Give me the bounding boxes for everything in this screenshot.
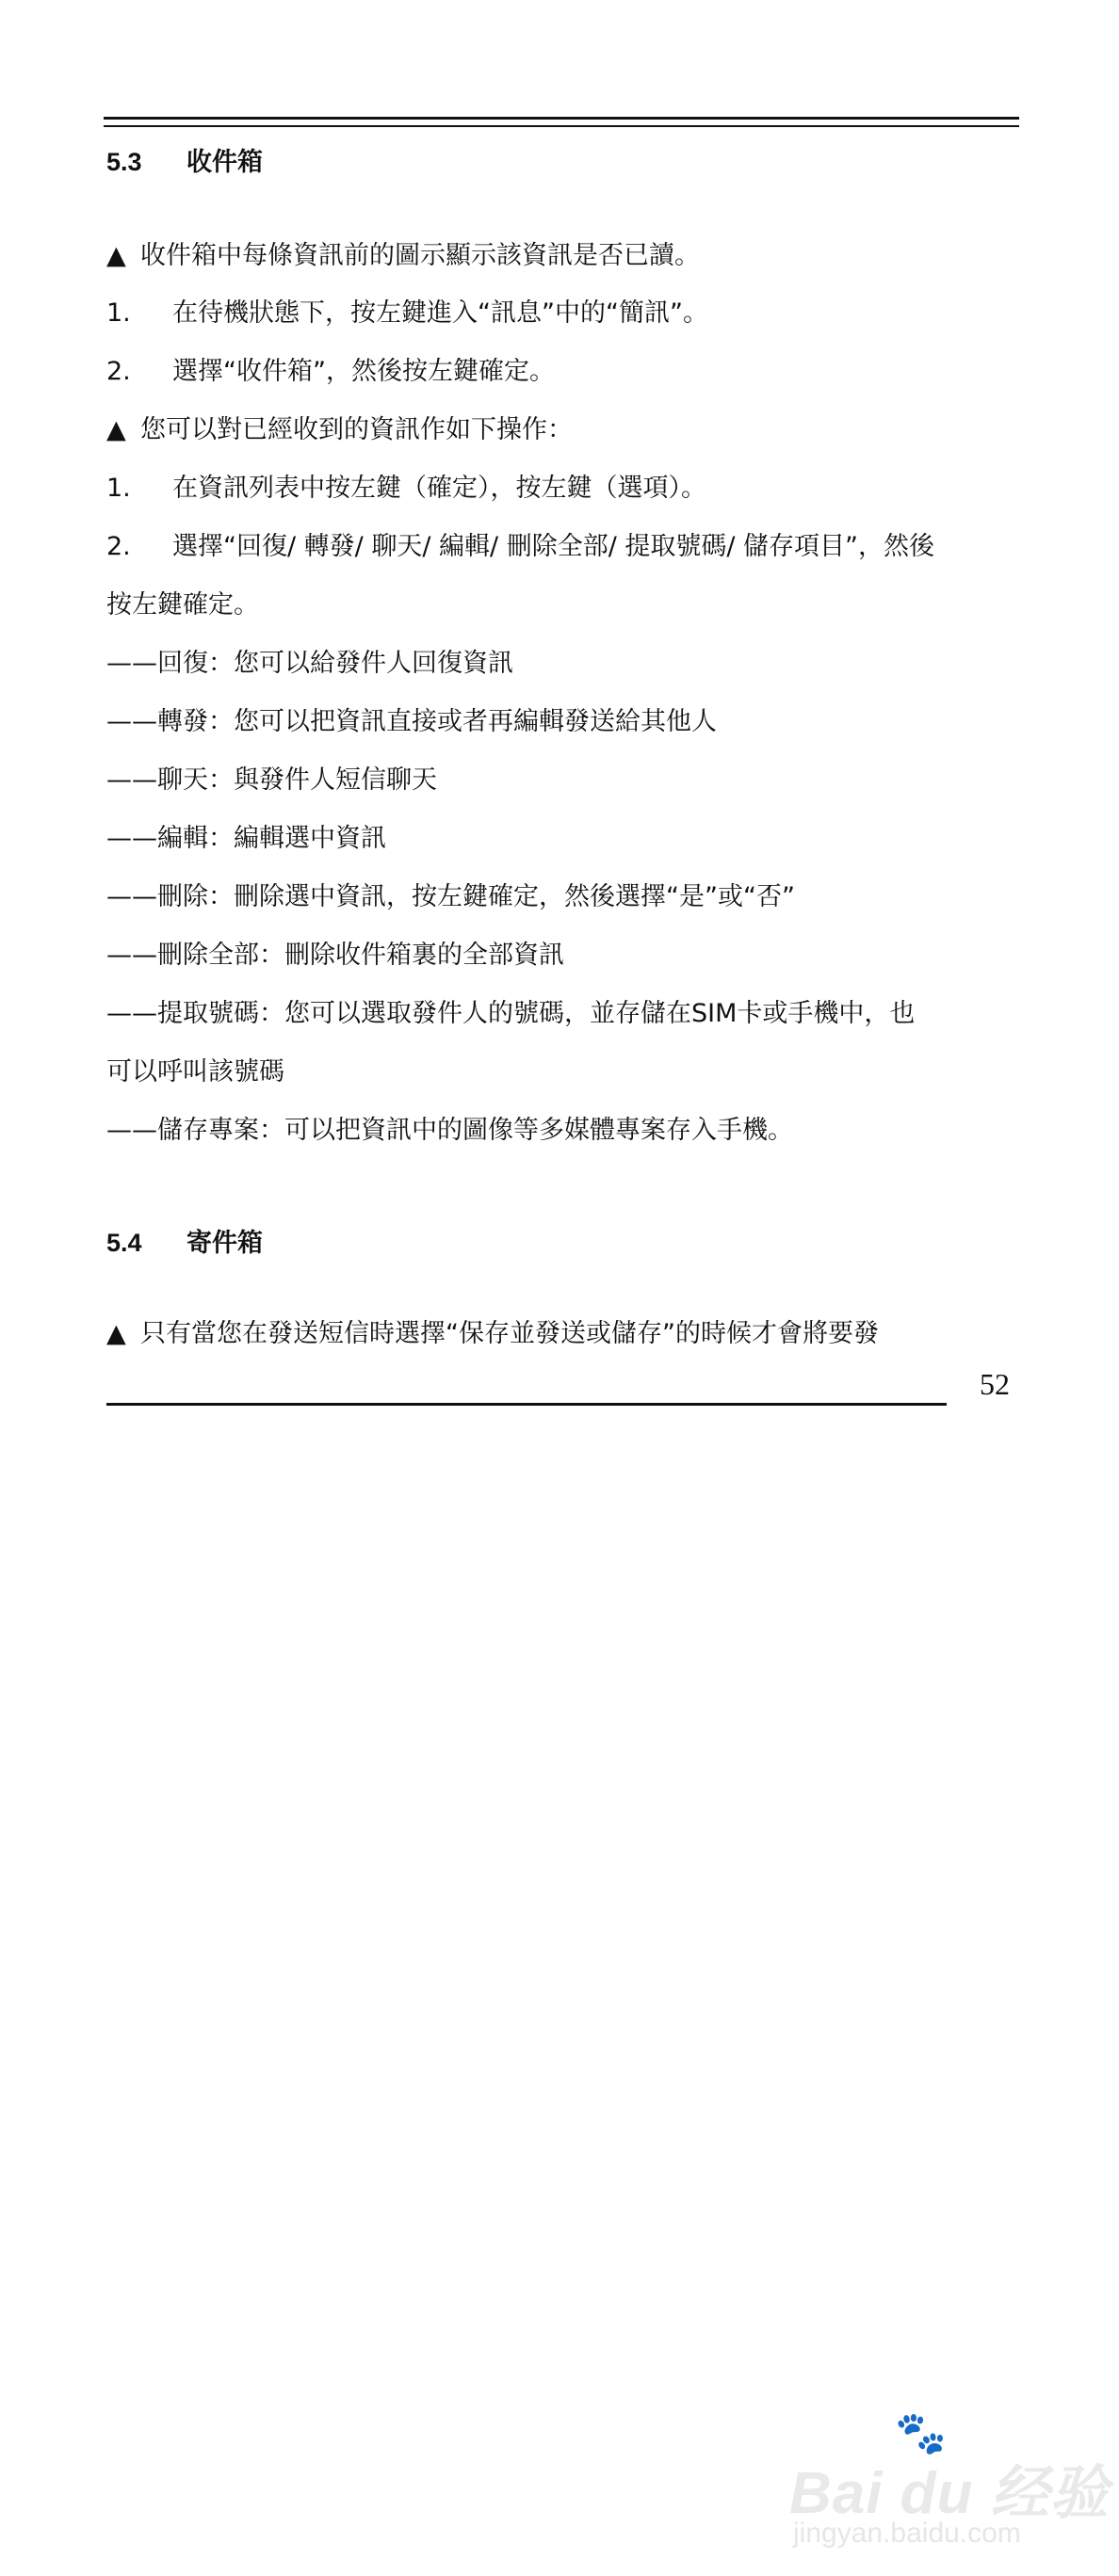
section-heading-5-4 xyxy=(106,1222,263,1259)
header-rule-thin xyxy=(104,125,1019,127)
watermark-logo: Bai du 经验 xyxy=(789,2461,1110,2526)
numbered-step xyxy=(106,298,708,330)
option-delete: ——刪除：刪除選中資訊，按左鍵確定，然後選擇“是”或“否” xyxy=(106,882,795,911)
option-extract-number: ——提取號碼：您可以選取發件人的號碼，並存儲在SIM卡或手機中，也 xyxy=(106,999,916,1028)
header-rule-thick xyxy=(104,117,1019,120)
paw-icon: 🐾 xyxy=(895,2409,947,2457)
numbered-step xyxy=(106,531,934,563)
option-delete-all: ——刪除全部：刪除收件箱裏的全部資訊 xyxy=(106,941,564,970)
paragraph-bullet xyxy=(106,240,700,272)
baidu-watermark xyxy=(789,2409,1110,2550)
option-forward: ——轉發：您可以把資訊直接或者再編輯發送給其他人 xyxy=(106,707,717,736)
option-save-items: ——儲存專案：可以把資訊中的圖像等多媒體專案存入手機。 xyxy=(106,1116,793,1145)
page-number: 52 xyxy=(980,1367,1010,1401)
watermark-url: jingyan.baidu.com xyxy=(793,2518,1021,2549)
step-text: 在待機狀態下，按左鍵進入“訊息”中的“簡訊”。 xyxy=(172,298,708,328)
step-number: 1. xyxy=(106,298,131,328)
paragraph-bullet xyxy=(106,414,573,446)
step-number: 1. xyxy=(106,474,131,503)
section-title: 寄件箱 xyxy=(186,1229,263,1257)
triangle-bullet-icon: ▲ xyxy=(106,241,126,270)
paragraph-text: 收件箱中每條資訊前的圖示顯示該資訊是否已讀。 xyxy=(140,241,700,270)
triangle-bullet-icon: ▲ xyxy=(106,415,126,444)
step-number: 2. xyxy=(106,532,131,561)
section-title: 收件箱 xyxy=(186,148,263,176)
option-edit: ——編輯：編輯選中資訊 xyxy=(106,824,386,853)
step-text: 選擇“回復/ 轉發/ 聊天/ 編輯/ 刪除全部/ 提取號碼/ 儲存項目”，然後 xyxy=(172,532,935,561)
paragraph-text: 只有當您在發送短信時選擇“保存並發送或儲存”的時候才會將要發 xyxy=(140,1319,879,1348)
numbered-step xyxy=(106,473,706,505)
step-text: 在資訊列表中按左鍵（確定），按左鍵（選項）。 xyxy=(172,474,706,503)
option-extract-number-cont: 可以呼叫該號碼 xyxy=(106,1057,284,1087)
step-number: 2. xyxy=(106,357,131,386)
paragraph-text: 您可以對已經收到的資訊作如下操作： xyxy=(140,415,573,444)
option-chat: ——聊天：與發件人短信聊天 xyxy=(106,765,437,795)
footer-rule xyxy=(106,1403,947,1406)
option-reply: ——回復：您可以給發件人回復資訊 xyxy=(106,649,513,678)
step-continuation: 按左鍵確定。 xyxy=(106,590,259,620)
section-number: 5.3 xyxy=(106,148,142,176)
section-heading-5-3 xyxy=(106,141,263,178)
section-number: 5.4 xyxy=(106,1229,142,1257)
triangle-bullet-icon: ▲ xyxy=(106,1319,126,1348)
paragraph-bullet xyxy=(106,1318,879,1350)
numbered-step xyxy=(106,356,555,388)
step-text: 選擇“收件箱”，然後按左鍵確定。 xyxy=(172,357,555,386)
